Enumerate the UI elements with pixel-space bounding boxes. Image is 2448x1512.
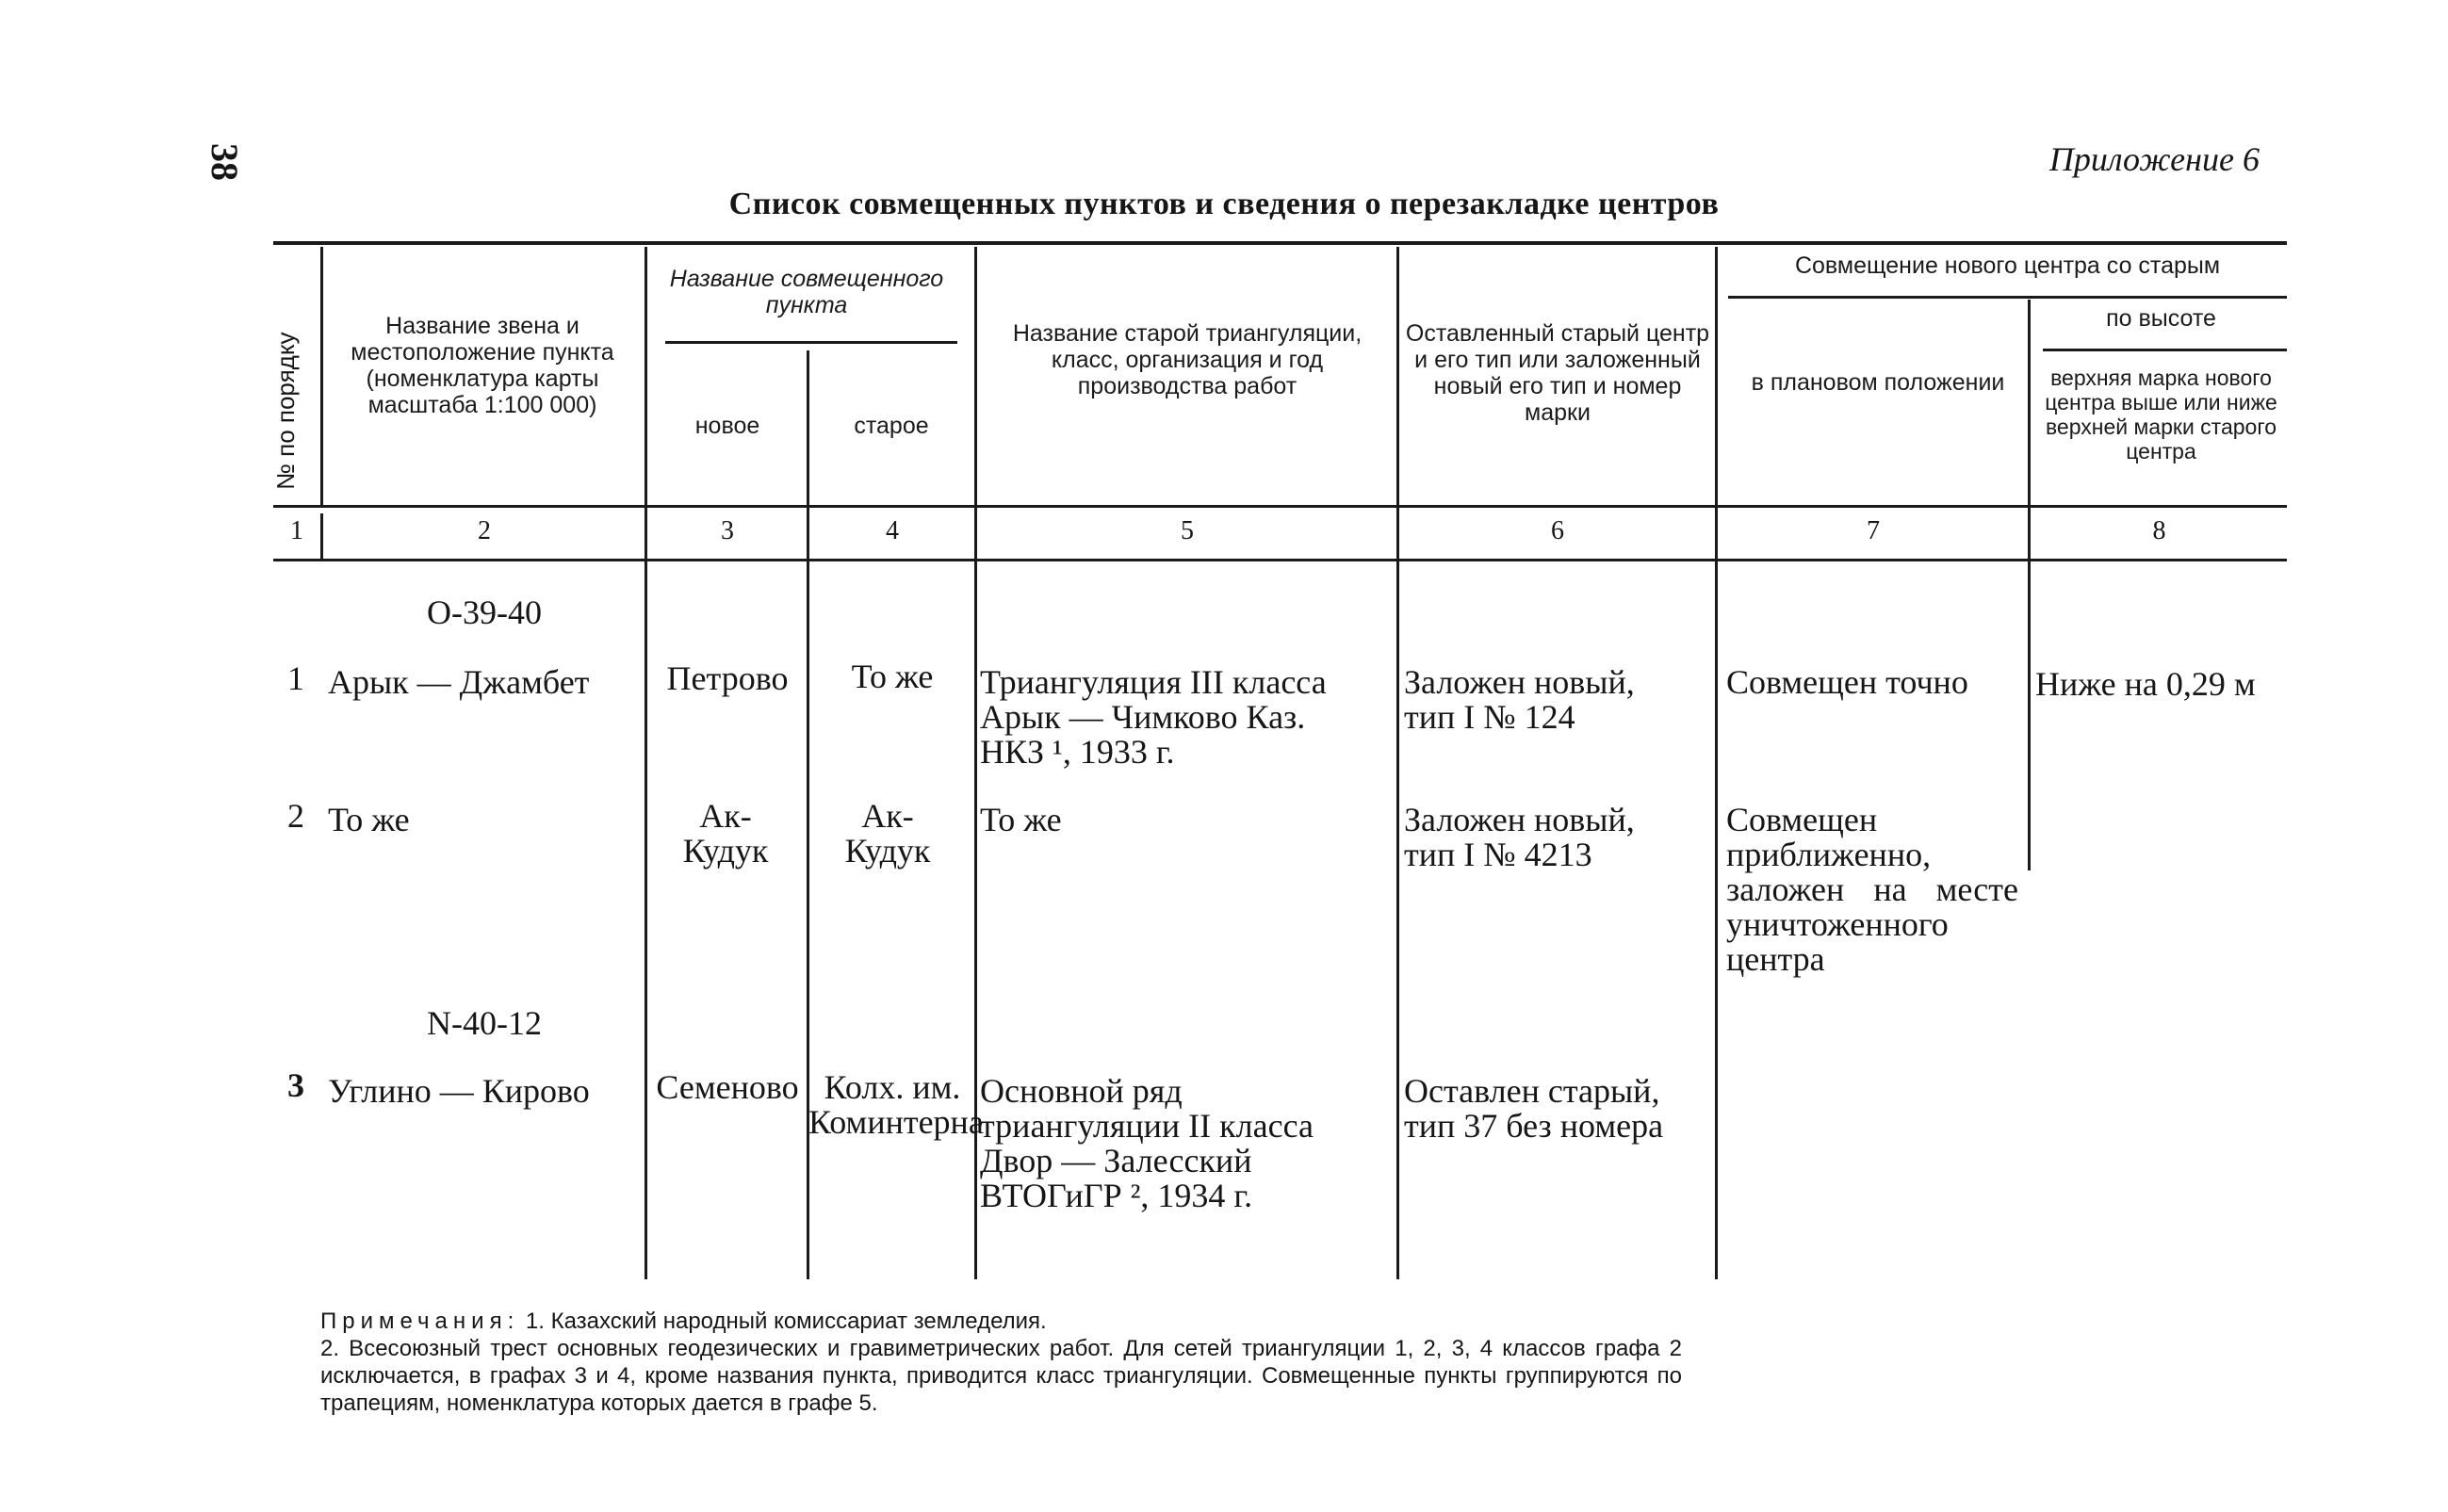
row3-old: Колх. им. Коминтерна	[808, 1068, 984, 1141]
vrule-5	[1396, 247, 1399, 1279]
row3-triangulation: Основной ряд триангуляции II класса Двор — Залесский ВТОГиГР ², 1934 г.	[980, 1072, 1314, 1214]
row2-old: Ак-Кудук	[844, 797, 931, 870]
header-col4: старое	[854, 413, 929, 439]
header-col8-group: по высоте	[2106, 305, 2216, 332]
colnum-2: 2	[478, 516, 491, 545]
colnum-8: 8	[2152, 516, 2166, 545]
colnum-6: 6	[1551, 516, 1564, 545]
row3-new: Семеново	[656, 1068, 799, 1106]
appendix-label: Приложение 6	[2048, 140, 2260, 178]
header-col3: новое	[694, 413, 760, 439]
footnotes-label: Примечания:	[320, 1309, 520, 1334]
header-col78: Совмещение нового центра со старым	[1794, 252, 2221, 279]
page-number: 38	[204, 143, 246, 181]
footnote-1-text: 1. Казахский народный комиссариат земледелия.	[525, 1309, 1047, 1334]
rule-col8-split	[2043, 349, 2287, 351]
sheet-label-2: N-40-12	[427, 1004, 542, 1042]
row3-link: Углино — Кирово	[328, 1072, 590, 1110]
colnum-3: 3	[721, 516, 734, 545]
rule-col34-split	[665, 341, 957, 344]
vrule-7	[2028, 300, 2031, 870]
vrule-1b	[320, 513, 323, 559]
row3-num: 3	[287, 1066, 304, 1104]
rule-col78-split	[1728, 296, 2287, 299]
row2-num: 2	[287, 797, 304, 835]
colnum-1: 1	[290, 516, 303, 545]
row1-triangulation: Триангуляция III класса Арык — Чимково Каз. НКЗ ¹, 1933 г.	[980, 663, 1327, 771]
row2-plan: Совмещен приближенно, заложен на месте уничтоженного центра	[1726, 801, 2018, 978]
header-col2: Название звена и местоположение пункта (номенклатура карты масштаба 1:100 000)	[351, 313, 614, 418]
header-col8: верхняя марка нового центра выше или ниже верхней марки старого центра	[2045, 366, 2277, 463]
colnum-5: 5	[1181, 516, 1194, 545]
row3-center: Оставлен старый, тип 37 без номера	[1404, 1072, 1664, 1145]
footnote-2: 2. Всесоюзный трест основных геодезических и гравиметрических работ. Для сетей триангуляции 1, 2, 3, 4 классов графа 2 исключается, в графах 3 и 4, кроме названия пункта, приводится класс триангуляции. Совмещенные пункты группируются по трапециям, номенклатура которых дается в графе 5.	[320, 1336, 1682, 1416]
row2-center: Заложен новый, тип I № 4213	[1404, 801, 1635, 873]
table-top-rule	[273, 241, 2287, 245]
header-col5: Название старой триангуляции, класс, организация и год производства работ	[1012, 320, 1363, 399]
footnotes	[320, 1308, 1682, 1417]
row2-new: Ак-Кудук	[682, 797, 769, 870]
row1-height: Ниже на 0,29 м	[2035, 665, 2256, 703]
row1-num: 1	[287, 659, 304, 697]
header-bottom-rule	[273, 505, 2287, 508]
vrule-1	[320, 247, 323, 507]
vrule-6	[1715, 247, 1718, 1279]
row2-link: То же	[328, 801, 410, 838]
row2-triangulation: То же	[980, 801, 1062, 838]
row1-new: Петрово	[666, 659, 789, 697]
vrule-2	[645, 247, 647, 1279]
header-col1: № по порядку	[271, 332, 300, 490]
header-col7: в плановом положении	[1751, 369, 2005, 396]
header-col6: Оставленный старый центр и его тип или заложенный новый его тип и номер марки	[1405, 320, 1710, 426]
colnum-7: 7	[1867, 516, 1880, 545]
row1-plan: Совмещен точно	[1726, 663, 1968, 701]
sheet-label-1: O-39-40	[427, 593, 542, 631]
colnum-bottom-rule	[273, 559, 2287, 561]
row1-link: Арык — Джамбет	[328, 663, 590, 701]
colnum-4: 4	[886, 516, 899, 545]
footnote-1	[320, 1308, 1682, 1335]
row1-center: Заложен новый, тип I № 124	[1404, 663, 1635, 736]
page-title: Список совмещенных пунктов и сведения о перезакладке центров	[728, 187, 1720, 221]
header-col34: Название совмещенного пункта	[669, 266, 944, 318]
row1-old: То же	[851, 658, 934, 695]
